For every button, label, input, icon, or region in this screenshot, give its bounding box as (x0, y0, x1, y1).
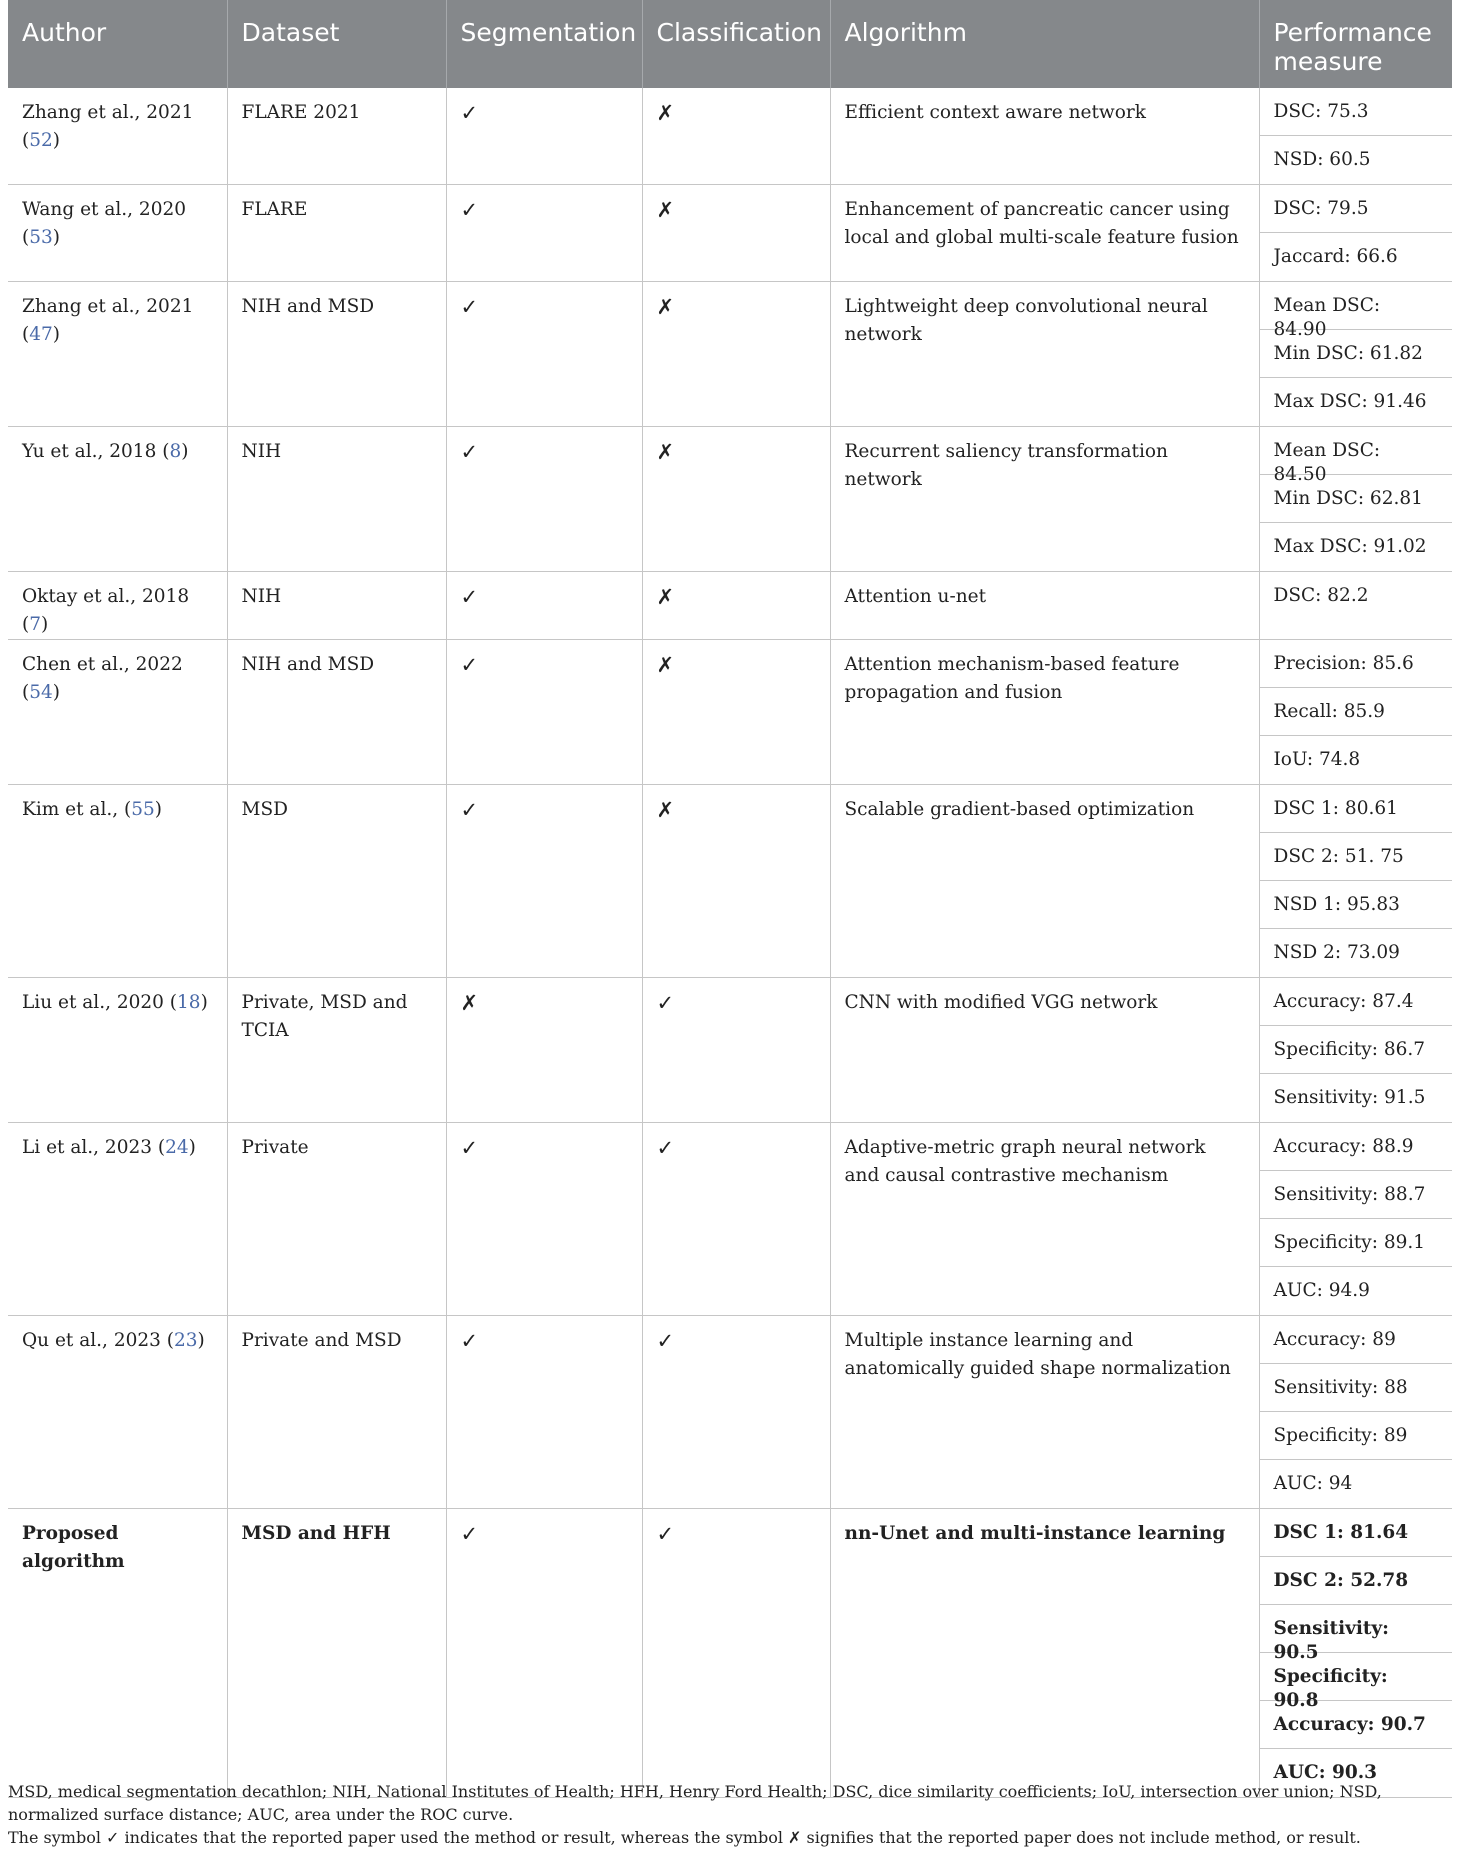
table-footnotes (8, 1780, 1452, 1849)
cell-performance (1259, 1316, 1452, 1509)
cell-dataset (227, 1316, 446, 1509)
cell-segmentation-value: ✓ (460, 101, 479, 125)
performance-metric: IoU: 74.8 (1273, 749, 1361, 770)
cell-performance (1259, 282, 1452, 427)
performance-metric: DSC 2: 51. 75 (1260, 833, 1453, 881)
performance-metric: NSD 1: 95.83 (1260, 881, 1453, 929)
cell-segmentation (446, 1509, 642, 1798)
author-suffix: ) (41, 614, 49, 635)
reference-link[interactable]: 47 (29, 324, 53, 345)
reference-link[interactable]: 24 (165, 1137, 189, 1158)
cell-segmentation-value: ✓ (460, 798, 479, 822)
author-suffix: ) (52, 130, 60, 151)
performance-metric: Mean DSC: 84.50 (1260, 427, 1453, 475)
cell-performance (1259, 785, 1452, 978)
performance-metric: Min DSC: 61.82 (1260, 330, 1453, 378)
cell-performance (1259, 1509, 1452, 1798)
cell-classification (642, 1316, 830, 1509)
header-performance: Performance measure (1259, 0, 1452, 88)
author-suffix: ) (52, 682, 60, 703)
cell-dataset-value: FLARE (241, 199, 308, 220)
author-suffix: ) (181, 441, 189, 462)
cell-author (8, 640, 227, 785)
cell-classification-value: ✗ (656, 653, 675, 677)
author-suffix: ) (188, 1137, 196, 1158)
performance-metric: Precision: 85.6 (1260, 640, 1453, 688)
cell-algorithm (830, 572, 1259, 640)
author-name: Liu et al., 2020 ( (22, 992, 178, 1013)
cell-classification-value: ✓ (656, 1136, 675, 1160)
cell-classification-value: ✓ (656, 1522, 675, 1546)
performance-metric: Accuracy: 87.4 (1260, 978, 1453, 1026)
table-row (8, 785, 1452, 978)
cell-algorithm (830, 282, 1259, 427)
cell-dataset (227, 978, 446, 1123)
cell-segmentation-value: ✓ (460, 1522, 479, 1546)
cell-algorithm-value: CNN with modified VGG network (844, 992, 1158, 1013)
cell-author (8, 1509, 227, 1798)
performance-metric: Max DSC: 91.46 (1273, 391, 1427, 412)
cell-segmentation (446, 1123, 642, 1316)
table-row (8, 185, 1452, 282)
author-name: Li et al., 2023 ( (22, 1137, 166, 1158)
cell-algorithm (830, 640, 1259, 785)
cell-author (8, 88, 227, 185)
performance-metric: AUC: 94 (1273, 1473, 1353, 1494)
cell-algorithm-value: Scalable gradient-based optimization (844, 799, 1195, 820)
cell-segmentation (446, 785, 642, 978)
performance-metric: DSC: 75.3 (1260, 88, 1453, 136)
cell-performance (1259, 1123, 1452, 1316)
cell-dataset (227, 1509, 446, 1798)
cell-dataset-value: MSD and HFH (241, 1523, 391, 1544)
cell-author (8, 185, 227, 282)
cell-classification-value: ✗ (656, 585, 675, 609)
performance-metric: Sensitivity: 90.5 (1260, 1605, 1453, 1653)
cell-author (8, 978, 227, 1123)
author-name: Proposed algorithm (22, 1523, 125, 1572)
cell-author (8, 1316, 227, 1509)
cell-performance (1259, 640, 1452, 785)
cell-classification (642, 88, 830, 185)
cell-segmentation (446, 88, 642, 185)
cell-author (8, 785, 227, 978)
cell-segmentation-value: ✓ (460, 1136, 479, 1160)
cell-dataset-value: Private (241, 1137, 309, 1158)
table-row (8, 572, 1452, 640)
cell-author (8, 1123, 227, 1316)
author-name: Zhang et al., 2021 ( (22, 102, 194, 151)
author-suffix: ) (200, 992, 208, 1013)
cell-dataset-value: NIH and MSD (241, 654, 375, 675)
reference-link[interactable]: 23 (174, 1330, 198, 1351)
cell-classification (642, 640, 830, 785)
cell-dataset-value: NIH (241, 441, 282, 462)
cell-classification-value: ✓ (656, 991, 675, 1015)
cell-dataset (227, 282, 446, 427)
cell-dataset (227, 785, 446, 978)
cell-performance (1259, 88, 1452, 185)
performance-metric: DSC 1: 81.64 (1260, 1509, 1453, 1557)
author-name: Yu et al., 2018 ( (22, 441, 170, 462)
header-dataset: Dataset (227, 0, 446, 88)
performance-metric: DSC: 82.2 (1273, 585, 1369, 606)
performance-metric: Jaccard: 66.6 (1273, 246, 1398, 267)
cell-performance (1259, 978, 1452, 1123)
performance-metric: AUC: 90.3 (1273, 1762, 1378, 1783)
header-algorithm: Algorithm (830, 0, 1259, 88)
cell-author (8, 282, 227, 427)
cell-algorithm-value: Enhancement of pancreatic cancer using local and global multi-scale feature fusion (844, 199, 1239, 248)
performance-metric: AUC: 94.9 (1273, 1280, 1370, 1301)
table-row (8, 1123, 1452, 1316)
cell-classification (642, 282, 830, 427)
performance-metric: NSD 2: 73.09 (1273, 942, 1400, 963)
performance-metric: Specificity: 89 (1260, 1412, 1453, 1460)
cell-performance (1259, 427, 1452, 572)
comparison-table (8, 0, 1452, 1798)
cell-author (8, 427, 227, 572)
performance-metric: Recall: 85.9 (1260, 688, 1453, 736)
performance-metric: Specificity: 89.1 (1260, 1219, 1453, 1267)
performance-metric: NSD: 60.5 (1273, 149, 1371, 170)
header-row (8, 0, 1452, 88)
cell-segmentation-value: ✗ (460, 991, 479, 1015)
header-classification: Classification (642, 0, 830, 88)
author-suffix: ) (52, 227, 60, 248)
cell-dataset (227, 427, 446, 572)
reference-link[interactable]: 18 (177, 992, 201, 1013)
performance-metric: DSC 1: 80.61 (1260, 785, 1453, 833)
cell-performance (1259, 572, 1452, 640)
cell-algorithm (830, 978, 1259, 1123)
header-author: Author (8, 0, 227, 88)
cell-classification (642, 1509, 830, 1798)
author-name: Chen et al., 2022 ( (22, 654, 183, 703)
cell-algorithm (830, 185, 1259, 282)
reference-link[interactable]: 52 (29, 130, 53, 151)
cell-classification-value: ✗ (656, 295, 675, 319)
cell-algorithm (830, 785, 1259, 978)
cell-classification (642, 427, 830, 572)
performance-metric: Accuracy: 90.7 (1260, 1701, 1453, 1749)
cell-algorithm (830, 427, 1259, 572)
cell-algorithm (830, 1509, 1259, 1798)
performance-metric: Sensitivity: 91.5 (1273, 1087, 1426, 1108)
author-name: Wang et al., 2020 ( (22, 199, 187, 248)
reference-link[interactable]: 7 (29, 614, 41, 635)
performance-metric: Min DSC: 62.81 (1260, 475, 1453, 523)
table-row (8, 978, 1452, 1123)
cell-segmentation-value: ✓ (460, 440, 479, 464)
header-segmentation: Segmentation (446, 0, 642, 88)
performance-metric: Specificity: 86.7 (1260, 1026, 1453, 1074)
cell-algorithm-value: Multiple instance learning and anatomically guided shape normalization (844, 1330, 1231, 1379)
table-row (8, 1509, 1452, 1798)
cell-algorithm-value: nn-Unet and multi-instance learning (844, 1523, 1226, 1544)
reference-link[interactable]: 53 (29, 227, 53, 248)
cell-segmentation-value: ✓ (460, 653, 479, 677)
cell-classification (642, 785, 830, 978)
cell-classification (642, 572, 830, 640)
cell-algorithm-value: Recurrent saliency transformation network (844, 441, 1168, 490)
cell-classification-value: ✓ (656, 1329, 675, 1353)
performance-metric: DSC 2: 52.78 (1260, 1557, 1453, 1605)
cell-dataset (227, 88, 446, 185)
table-row (8, 1316, 1452, 1509)
author-name: Zhang et al., 2021 ( (22, 296, 194, 345)
cell-segmentation-value: ✓ (460, 585, 479, 609)
author-suffix: ) (52, 324, 60, 345)
cell-dataset (227, 572, 446, 640)
cell-dataset-value: NIH and MSD (241, 296, 375, 317)
cell-author (8, 572, 227, 640)
cell-dataset-value: FLARE 2021 (241, 102, 361, 123)
performance-metric: Sensitivity: 88.7 (1260, 1171, 1453, 1219)
cell-segmentation (446, 978, 642, 1123)
author-name: Kim et al., ( (22, 799, 132, 820)
cell-dataset (227, 1123, 446, 1316)
table-row (8, 282, 1452, 427)
cell-classification (642, 978, 830, 1123)
abbreviations-note: MSD, medical segmentation decathlon; NIH, National Institutes of Health; HFH, Henry Ford Health; DSC, dice similarity coefficients; IoU, intersection over union; NSD, normalized surface distance; AUC, area under the ROC curve. (8, 1782, 1382, 1824)
cell-algorithm-value: Adaptive-metric graph neural network and causal contrastive mechanism (844, 1137, 1206, 1186)
cell-classification (642, 1123, 830, 1316)
author-suffix: ) (197, 1330, 205, 1351)
cell-segmentation-value: ✓ (460, 198, 479, 222)
table-row (8, 427, 1452, 572)
cell-dataset-value: Private and MSD (241, 1330, 402, 1351)
cell-algorithm-value: Lightweight deep convolutional neural network (844, 296, 1208, 345)
cell-classification-value: ✗ (656, 798, 675, 822)
comparison-table-container (8, 0, 1452, 1798)
cell-classification-value: ✗ (656, 101, 675, 125)
cell-algorithm-value: Efficient context aware network (844, 102, 1146, 123)
cell-classification (642, 185, 830, 282)
cell-segmentation (446, 1316, 642, 1509)
cell-dataset-value: NIH (241, 586, 282, 607)
cell-dataset (227, 185, 446, 282)
performance-metric: DSC: 79.5 (1260, 185, 1453, 233)
cell-algorithm (830, 1123, 1259, 1316)
cell-algorithm (830, 88, 1259, 185)
cell-dataset-value: MSD (241, 799, 288, 820)
cell-segmentation (446, 185, 642, 282)
reference-link[interactable]: 54 (29, 682, 53, 703)
cell-segmentation-value: ✓ (460, 1329, 479, 1353)
performance-metric: Accuracy: 89 (1260, 1316, 1453, 1364)
cell-segmentation (446, 427, 642, 572)
performance-metric: Specificity: 90.8 (1260, 1653, 1453, 1701)
author-suffix: ) (154, 799, 162, 820)
performance-metric: Mean DSC: 84.90 (1260, 282, 1453, 330)
reference-link[interactable]: 55 (131, 799, 155, 820)
author-name: Oktay et al., 2018 ( (22, 586, 190, 635)
table-row (8, 88, 1452, 185)
symbols-note: The symbol ✓ indicates that the reported paper used the method or result, whereas the symbol ✗ signifies that the reported paper does not include method, or result. (8, 1828, 1361, 1847)
cell-classification-value: ✗ (656, 198, 675, 222)
cell-segmentation (446, 572, 642, 640)
author-name: Qu et al., 2023 ( (22, 1330, 174, 1351)
cell-segmentation-value: ✓ (460, 295, 479, 319)
table-body (8, 88, 1452, 1798)
cell-dataset-value: Private, MSD and TCIA (241, 992, 408, 1041)
cell-segmentation (446, 640, 642, 785)
table-row (8, 640, 1452, 785)
performance-metric: Accuracy: 88.9 (1260, 1123, 1453, 1171)
cell-dataset (227, 640, 446, 785)
reference-link[interactable]: 8 (169, 441, 182, 462)
cell-segmentation (446, 282, 642, 427)
cell-algorithm (830, 1316, 1259, 1509)
cell-performance (1259, 185, 1452, 282)
cell-algorithm-value: Attention u-net (844, 586, 987, 607)
cell-algorithm-value: Attention mechanism-based feature propagation and fusion (844, 654, 1180, 703)
performance-metric: Max DSC: 91.02 (1273, 536, 1427, 557)
cell-classification-value: ✗ (656, 440, 675, 464)
performance-metric: Sensitivity: 88 (1260, 1364, 1453, 1412)
